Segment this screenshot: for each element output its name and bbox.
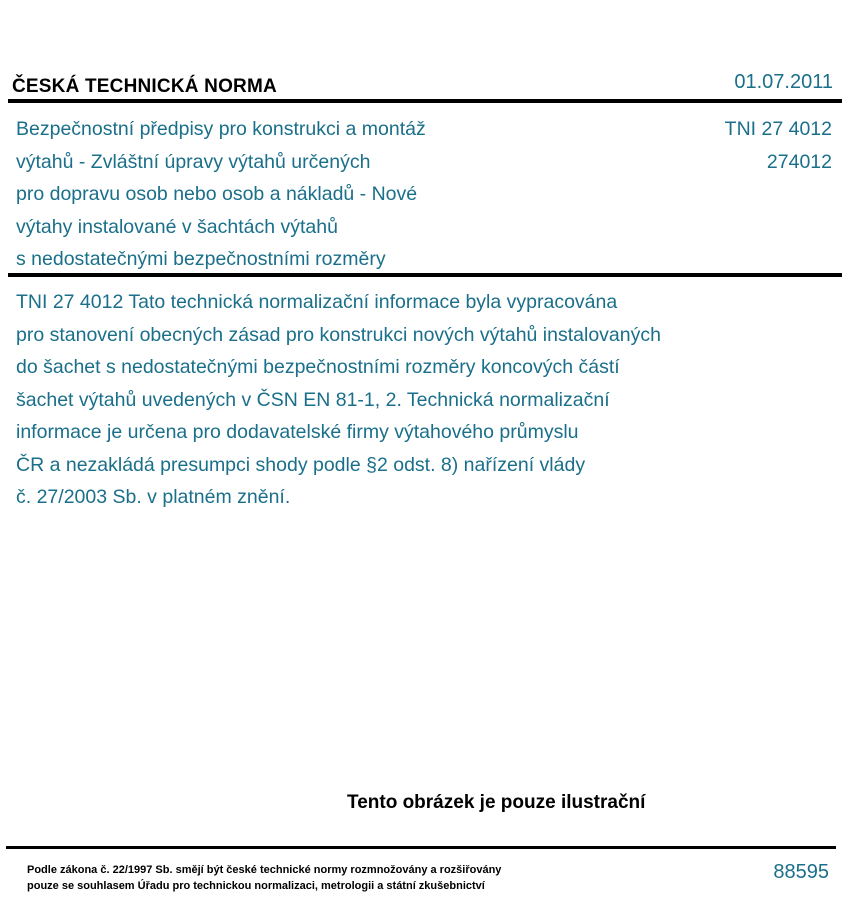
abstract-line: šachet výtahů uvedených v ČSN EN 81-1, 2. Technická normalizační xyxy=(16,388,610,411)
legal-line: Podle zákona č. 22/1997 Sb. smějí být české technické normy rozmnožovány a rozšiřovány xyxy=(27,864,502,876)
standard-title-line: výtahy instalované v šachtách výtahů xyxy=(16,215,338,238)
document-number: 88595 xyxy=(773,861,829,883)
class-number: 274012 xyxy=(766,150,832,173)
abstract-line: do šachet s nedostatečnými bezpečnostními rozměry koncových částí xyxy=(16,356,620,378)
standard-title xyxy=(16,113,536,276)
title-divider xyxy=(8,273,842,277)
publication-date: 01.07.2011 xyxy=(734,71,833,93)
header-divider xyxy=(8,99,842,103)
abstract-line: TNI 27 4012 Tato technická normalizační informace byla vypracována xyxy=(16,291,618,313)
abstract-line: č. 27/2003 Sb. v platném znění. xyxy=(16,486,291,508)
legal-line: pouze se souhlasem Úřadu pro technickou normalizaci, metrologii a státní zkušebnictví xyxy=(27,879,485,892)
footer-divider xyxy=(6,846,836,849)
standard-title-line: pro dopravu osob nebo osob a nákladů - Nové xyxy=(16,183,418,205)
abstract-line: informace je určena pro dodavatelské firmy výtahového průmyslu xyxy=(16,421,579,443)
abstract-line: ČR a nezakládá presumpci shody podle §2 odst. 8) nařízení vlády xyxy=(16,453,586,476)
norm-header-title: ČESKÁ TECHNICKÁ NORMA xyxy=(12,76,277,97)
standard-code: TNI 27 4012 xyxy=(724,118,832,140)
standard-title-line: s nedostatečnými bezpečnostními rozměry xyxy=(16,248,386,270)
abstract-line: pro stanovení obecných zásad pro konstrukci nových výtahů instalovaných xyxy=(16,323,661,346)
standard-title-line: Bezpečnostní předpisy pro konstrukci a montáž xyxy=(16,118,426,140)
abstract-text xyxy=(16,286,816,514)
legal-notice xyxy=(27,863,501,894)
standard-title-line: výtahů - Zvláštní úpravy výtahů určených xyxy=(16,150,371,173)
illustration-note: Tento obrázek je pouze ilustrační xyxy=(347,792,646,813)
standard-codes xyxy=(725,113,832,178)
